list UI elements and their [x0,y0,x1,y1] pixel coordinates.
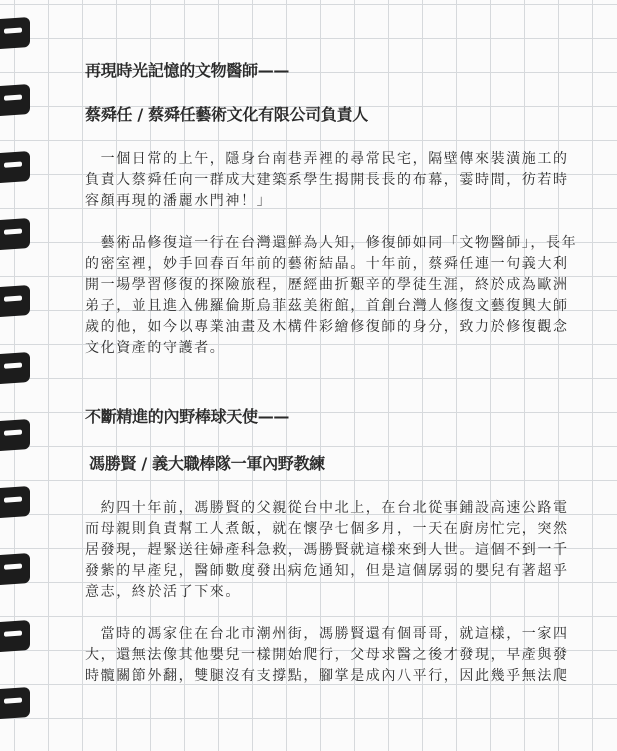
text-line: 當時的馮家住在台北市潮州街，馮勝賢還有個哥哥，就這樣，一家四 [85,626,569,642]
section-1-subtitle: 蔡舜任 / 蔡舜任藝術文化有限公司負責人 [85,105,368,124]
section-1-paragraph-1 [85,149,617,212]
binding-ring [0,17,30,49]
section-1-title: 再現時光記憶的文物醫師—— [85,61,290,80]
text-line: 藝術品修復這一行在台灣還鮮為人知，修復師如同「文物醫師」，長年 [85,235,578,251]
text-line: 一個日常的上午，隱身台南巷弄裡的尋常民宅，隔壁傳來裝潢施工的 [85,151,569,167]
text-line: 文化資產的守護者。 [85,340,226,356]
section-2-title: 不斷精進的內野棒球天使—— [85,407,290,426]
text-line: 時髖關節外翻，雙腿沒有支撐點，腳掌是成內八平行，因此幾乎無法爬 [85,668,569,684]
text-line: 約四十年前，馮勝賢的父親從台中北上，在台北從事鋪設高速公路電 [85,500,569,516]
text-line: 意志，終於活了下來。 [85,584,241,600]
section-2-paragraph-2 [85,624,617,687]
binding-ring [0,84,30,116]
text-line: 而母親則負責幫工人煮飯，就在懷孕七個多月，一天在廚房忙完，突然 [85,521,569,537]
binding-ring [0,151,30,183]
binding-ring [0,486,30,518]
binding-ring [0,553,30,585]
text-line: 弟子，並且進入佛羅倫斯烏菲茲美術館，首創台灣人修復文藝復興大師 [85,298,569,314]
binding-ring [0,218,30,250]
binding-ring [0,352,30,384]
text-line: 開一場學習修復的探險旅程，歷經曲折艱辛的學徒生涯，終於成為歐洲 [85,277,569,293]
binding-ring [0,620,30,652]
binding-ring [0,687,30,719]
text-line: 大，還無法像其他嬰兒一樣開始爬行，父母求醫之後才發現，早產與發 [85,647,569,663]
text-line: 容顏再現的潘麗水門神！」 [85,193,273,209]
binding-ring [0,419,30,451]
text-line: 負責人蔡舜任向一群成大建築系學生揭開長長的布幕，霎時間，彷若時 [85,172,569,188]
text-line: 歲的他，如今以專業油畫及木構件彩繪修復師的身分，致力於修復觀念 [85,319,569,335]
section-2-subtitle: 馮勝賢 / 義大職棒隊一軍內野教練 [89,454,325,473]
binding-ring [0,285,30,317]
text-line: 發紫的早產兒，醫師數度發出病危通知，但是這個孱弱的嬰兒有著超乎 [85,563,569,579]
text-line: 居發現，趕緊送往婦產科急救，馮勝賢就這樣來到人世。這個不到一千 [85,542,569,558]
section-1-paragraph-2 [85,233,617,359]
article-content [85,52,617,687]
notebook-binding [0,0,40,751]
text-line: 的密室裡，妙手回春百年前的藝術結晶。十年前，蔡舜任連一句義大利 [85,256,569,272]
section-2-paragraph-1 [85,498,617,603]
